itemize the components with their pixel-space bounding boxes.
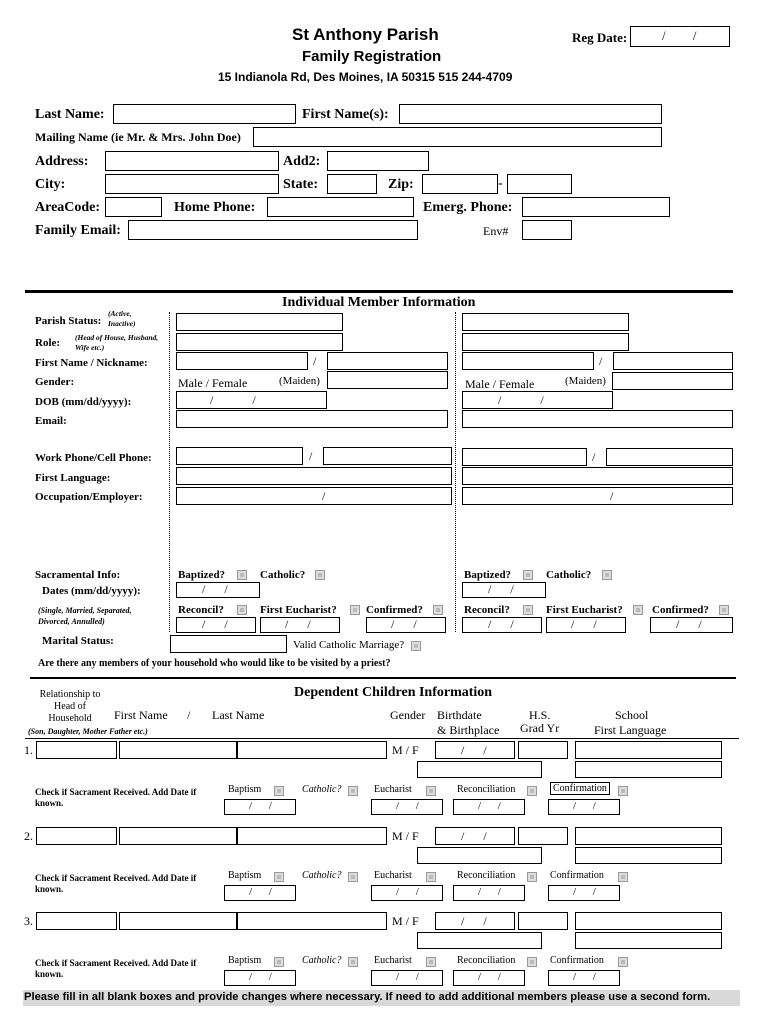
member2-nickname-field[interactable] <box>613 352 733 370</box>
family-email-field[interactable] <box>128 220 418 240</box>
child1-check-sacrament-text: Check if Sacrament Received. Add Date if known. <box>35 787 197 808</box>
child1-eucharist-checkbox[interactable] <box>426 786 436 796</box>
col-relationship-hint: (Son, Daughter, Mother Father etc.) <box>28 727 148 736</box>
child1-catholic-checkbox[interactable] <box>348 786 358 796</box>
child3-confirmation-checkbox[interactable] <box>618 957 628 967</box>
state-field[interactable] <box>327 174 377 194</box>
section-divider <box>25 290 733 293</box>
child2-baptism-checkbox[interactable] <box>274 872 284 882</box>
child3-last-name-field[interactable] <box>237 912 387 930</box>
child3-grad-year-field[interactable] <box>518 912 568 930</box>
child2-check-sacrament-text: Check if Sacrament Received. Add Date if known. <box>35 873 197 894</box>
col-birthplace-header: & Birthplace <box>437 723 500 737</box>
city-field[interactable] <box>105 174 279 194</box>
member2-reconcil-checkbox[interactable] <box>523 605 533 615</box>
child2-confirmation-date-slashes: / / <box>573 886 596 898</box>
role-hint: (Head of House, Husband, Wife etc.) <box>75 333 159 352</box>
area-code-field[interactable] <box>105 197 162 217</box>
child3-baptism-date-slashes: / / <box>249 971 272 983</box>
member1-reconcil-date-slashes: / / <box>202 617 228 631</box>
member2-catholic-checkbox[interactable] <box>602 570 612 580</box>
dob-label: DOB (mm/dd/yyyy): <box>35 396 132 408</box>
child1-eucharist-label: Eucharist <box>374 784 412 795</box>
child3-reconciliation-date-slashes: / / <box>478 971 501 983</box>
member2-cell-phone-field[interactable] <box>606 448 733 466</box>
work-phone-label: Work Phone/Cell Phone: <box>35 452 152 464</box>
member2-eucharist-date-slashes: / / <box>571 617 597 631</box>
child1-baptism-checkbox[interactable] <box>274 786 284 796</box>
dependents-section-title: Dependent Children Information <box>294 685 493 700</box>
child2-grad-year-field[interactable] <box>518 827 568 845</box>
child2-school-field[interactable] <box>575 827 722 845</box>
zip-label: Zip: <box>388 177 414 192</box>
sacramental-info-label: Sacramental Info: <box>35 569 121 581</box>
member2-catholic-label: Catholic? <box>546 569 592 581</box>
child2-baptism-date-slashes: / / <box>249 886 272 898</box>
home-phone-field[interactable] <box>267 197 414 217</box>
first-names-label: First Name(s): <box>302 107 389 122</box>
column-divider-left <box>169 312 170 632</box>
member2-baptized-checkbox[interactable] <box>523 570 533 580</box>
child1-confirmation-label: Confirmation <box>550 782 610 795</box>
child3-birthplace-field[interactable] <box>417 932 542 949</box>
child3-eucharist-date-slashes: / / <box>396 971 419 983</box>
child3-eucharist-checkbox[interactable] <box>426 957 436 967</box>
child1-relationship-field[interactable] <box>36 741 117 759</box>
child3-baptism-checkbox[interactable] <box>274 957 284 967</box>
add2-field[interactable] <box>327 151 429 171</box>
member1-baptized-label: Baptized? <box>178 569 226 581</box>
child1-baptism-label: Baptism <box>228 784 262 795</box>
col-hs-header: H.S. <box>529 708 551 722</box>
member2-first-name-field[interactable] <box>462 352 594 370</box>
member2-maiden-field[interactable] <box>612 372 733 390</box>
child1-eucharist-date-slashes: / / <box>396 800 419 812</box>
child2-reconciliation-checkbox[interactable] <box>527 872 537 882</box>
marital-status-field[interactable] <box>170 635 287 653</box>
member2-maiden-label: (Maiden) <box>565 375 606 387</box>
member2-occupation-field[interactable] <box>462 487 733 505</box>
child2-catholic-label: Catholic? <box>302 870 342 881</box>
child2-gender-options[interactable]: M / F <box>392 829 419 843</box>
child2-first-name-field[interactable] <box>119 827 237 845</box>
child1-catholic-label: Catholic? <box>302 784 342 795</box>
child2-birthdate-slashes: / / <box>461 829 487 843</box>
member2-occupation-slash: / <box>610 489 614 503</box>
member1-confirmed-date-slashes: / / <box>391 617 417 631</box>
add2-label: Add2: <box>283 154 321 169</box>
child1-last-name-field[interactable] <box>237 741 387 759</box>
child3-reconciliation-checkbox[interactable] <box>527 957 537 967</box>
member1-name-slash: / <box>313 354 317 368</box>
member1-phone-slash: / <box>309 449 313 463</box>
member2-confirmed-checkbox[interactable] <box>719 605 729 615</box>
member1-parish-status-field[interactable] <box>176 313 343 331</box>
member2-role-field[interactable] <box>462 333 629 351</box>
member2-email-field[interactable] <box>462 410 733 428</box>
child3-baptism-label: Baptism <box>228 955 262 966</box>
parish-status-label: Parish Status: <box>35 315 102 327</box>
member1-cell-phone-field[interactable] <box>323 447 452 465</box>
address-label: Address: <box>35 154 89 169</box>
child1-confirmation-date-slashes: / / <box>573 800 596 812</box>
column-divider-right <box>455 312 456 632</box>
member2-baptized-date-slashes: / / <box>488 582 514 596</box>
child1-first-name-field[interactable] <box>119 741 237 759</box>
member1-maiden-label: (Maiden) <box>279 375 320 387</box>
child1-baptism-date-slashes: / / <box>249 800 272 812</box>
member2-phone-slash: / <box>592 450 596 464</box>
child3-first-name-field[interactable] <box>119 912 237 930</box>
dependents-divider <box>30 677 736 679</box>
child2-eucharist-label: Eucharist <box>374 870 412 881</box>
member1-first-eucharist-checkbox[interactable] <box>350 605 360 615</box>
reg-date-slashes: / / <box>662 28 697 43</box>
child2-confirmation-checkbox[interactable] <box>618 872 628 882</box>
emerg-phone-label: Emerg. Phone: <box>423 200 513 215</box>
col-first-language-header: First Language <box>594 723 667 737</box>
member1-first-eucharist-label: First Eucharist? <box>260 604 337 616</box>
col-school-header: School <box>615 708 649 722</box>
child2-last-name-field[interactable] <box>237 827 387 845</box>
child2-eucharist-checkbox[interactable] <box>426 872 436 882</box>
member2-first-eucharist-checkbox[interactable] <box>633 605 643 615</box>
child3-relationship-field[interactable] <box>36 912 117 930</box>
member1-work-phone-field[interactable] <box>176 447 303 465</box>
member2-first-language-field[interactable] <box>462 467 733 485</box>
member1-dob-slashes: / / <box>210 393 256 407</box>
valid-marriage-label: Valid Catholic Marriage? <box>293 639 405 651</box>
child2-number: 2. <box>24 829 33 843</box>
member1-catholic-label: Catholic? <box>260 569 306 581</box>
child2-birthplace-field[interactable] <box>417 847 542 864</box>
state-label: State: <box>283 177 318 192</box>
child1-confirmation-checkbox[interactable] <box>618 786 628 796</box>
dependents-header-rule <box>25 738 739 739</box>
member1-confirmed-label: Confirmed? <box>366 604 423 616</box>
child2-reconciliation-label: Reconciliation <box>457 870 516 881</box>
child3-reconciliation-label: Reconciliation <box>457 955 516 966</box>
form-subtitle: Family Registration <box>302 48 442 65</box>
child1-number: 1. <box>24 743 33 757</box>
email-label: Email: <box>35 415 67 427</box>
area-code-label: AreaCode: <box>35 200 101 215</box>
member1-email-field[interactable] <box>176 410 448 428</box>
zip-ext-field[interactable] <box>507 174 572 194</box>
child1-reconciliation-checkbox[interactable] <box>527 786 537 796</box>
sacramental-dates-label: Dates (mm/dd/yyyy): <box>42 585 141 597</box>
child2-first-language-field[interactable] <box>575 847 722 864</box>
parish-status-hint: (Active, Inactive) <box>108 309 136 328</box>
mailing-name-label: Mailing Name (ie Mr. & Mrs. John Doe) <box>35 130 241 144</box>
child3-check-sacrament-text: Check if Sacrament Received. Add Date if known. <box>35 958 197 979</box>
home-phone-label: Home Phone: <box>174 200 256 215</box>
member2-dob-slashes: / / <box>498 393 544 407</box>
emerg-phone-field[interactable] <box>522 197 670 217</box>
member1-reconcil-checkbox[interactable] <box>237 605 247 615</box>
col-grad-header: Grad Yr <box>520 721 560 735</box>
role-label: Role: <box>35 337 61 349</box>
env-field[interactable] <box>522 220 572 240</box>
child3-number: 3. <box>24 914 33 928</box>
footer-note: Please fill in all blank boxes and provide changes where necessary. If need to add additional members please use a second form. <box>24 991 711 1003</box>
individual-section-title: Individual Member Information <box>282 295 476 310</box>
valid-marriage-checkbox[interactable] <box>411 641 421 651</box>
child3-confirmation-date-slashes: / / <box>573 971 596 983</box>
child1-birthdate-slashes: / / <box>461 743 487 757</box>
member1-reconcil-label: Reconcil? <box>178 604 224 616</box>
child3-birthdate-slashes: / / <box>461 914 487 928</box>
parish-address: 15 Indianola Rd, Des Moines, IA 50315 515 244-4709 <box>218 70 513 84</box>
member1-gender-options[interactable]: Male / Female <box>178 376 248 390</box>
parish-title: St Anthony Parish <box>292 25 439 44</box>
child2-catholic-checkbox[interactable] <box>348 872 358 882</box>
member1-nickname-field[interactable] <box>327 352 448 370</box>
member1-occupation-field[interactable] <box>176 487 452 505</box>
col-birthdate-header: Birthdate <box>437 708 482 722</box>
member2-gender-options[interactable]: Male / Female <box>465 377 535 391</box>
child3-eucharist-label: Eucharist <box>374 955 412 966</box>
child3-first-language-field[interactable] <box>575 932 722 949</box>
marital-status-label: Marital Status: <box>42 635 114 647</box>
child1-first-language-field[interactable] <box>575 761 722 778</box>
col-first-name-header: First Name <box>114 708 168 722</box>
child3-school-field[interactable] <box>575 912 722 930</box>
col-relationship-header: Relationship to Head of Household <box>39 689 101 724</box>
member1-baptized-date-slashes: / / <box>202 582 228 596</box>
env-label: Env# <box>483 224 509 238</box>
member1-baptized-checkbox[interactable] <box>237 570 247 580</box>
first-names-field[interactable] <box>399 104 662 124</box>
child2-relationship-field[interactable] <box>36 827 117 845</box>
priest-visit-question: Are there any members of your household who would like to be visited by a priest? <box>38 658 391 669</box>
member2-baptized-label: Baptized? <box>464 569 512 581</box>
col-gender-header: Gender <box>390 708 426 722</box>
member1-first-name-field[interactable] <box>176 352 308 370</box>
reg-date-label: Reg Date: <box>572 30 628 45</box>
member2-parish-status-field[interactable] <box>462 313 629 331</box>
first-name-label: First Name / Nickname: <box>35 357 148 369</box>
member1-confirmed-checkbox[interactable] <box>433 605 443 615</box>
child1-reconciliation-date-slashes: / / <box>478 800 501 812</box>
member2-name-slash: / <box>599 354 603 368</box>
member1-occupation-slash: / <box>322 489 326 503</box>
member1-maiden-field[interactable] <box>327 371 448 389</box>
member1-eucharist-date-slashes: / / <box>285 617 311 631</box>
child3-catholic-checkbox[interactable] <box>348 957 358 967</box>
child3-gender-options[interactable]: M / F <box>392 914 419 928</box>
member2-reconcil-label: Reconcil? <box>464 604 510 616</box>
col-slash-header: / <box>187 708 191 722</box>
child2-reconciliation-date-slashes: / / <box>478 886 501 898</box>
child2-baptism-label: Baptism <box>228 870 262 881</box>
child2-eucharist-date-slashes: / / <box>396 886 419 898</box>
member2-first-eucharist-label: First Eucharist? <box>546 604 623 616</box>
member2-confirmed-date-slashes: / / <box>676 617 702 631</box>
child3-confirmation-label: Confirmation <box>550 955 604 966</box>
member1-first-language-field[interactable] <box>176 467 452 485</box>
mailing-name-field[interactable] <box>253 127 662 147</box>
gender-label: Gender: <box>35 376 75 388</box>
zip-dash: - <box>498 176 503 191</box>
last-name-label: Last Name: <box>35 107 105 122</box>
occupation-label: Occupation/Employer: <box>35 491 143 503</box>
child1-reconciliation-label: Reconciliation <box>457 784 516 795</box>
first-language-label: First Language: <box>35 472 111 484</box>
child1-school-field[interactable] <box>575 741 722 759</box>
child2-confirmation-label: Confirmation <box>550 870 604 881</box>
col-last-name-header: Last Name <box>212 708 265 722</box>
child1-birthplace-field[interactable] <box>417 761 542 778</box>
member2-confirmed-label: Confirmed? <box>652 604 709 616</box>
child3-catholic-label: Catholic? <box>302 955 342 966</box>
zip-field[interactable] <box>422 174 498 194</box>
member2-work-phone-field[interactable] <box>462 448 587 466</box>
city-label: City: <box>35 177 66 192</box>
marital-hint: (Single, Married, Separated, Divorced, Annulled) <box>38 606 132 626</box>
child1-gender-options[interactable]: M / F <box>392 743 419 757</box>
member2-reconcil-date-slashes: / / <box>488 617 514 631</box>
member1-catholic-checkbox[interactable] <box>315 570 325 580</box>
family-email-label: Family Email: <box>35 223 121 238</box>
child1-grad-year-field[interactable] <box>518 741 568 759</box>
member1-role-field[interactable] <box>176 333 343 351</box>
address-field[interactable] <box>105 151 279 171</box>
last-name-field[interactable] <box>113 104 296 124</box>
